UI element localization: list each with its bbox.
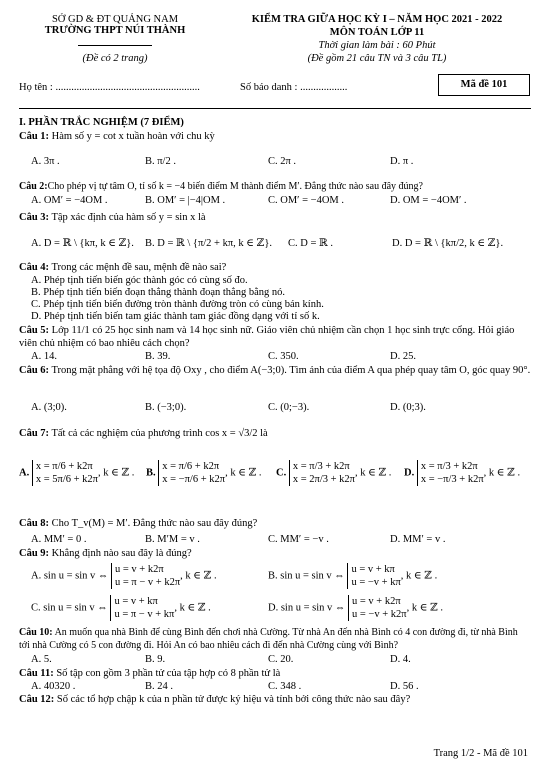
section-heading: I. PHẦN TRẮC NGHIỆM (7 ĐIỂM) bbox=[19, 117, 184, 128]
q7-option-c: C. x = π/3 + k2π x = 2π/3 + k2π, k ∈ ℤ . bbox=[276, 461, 392, 485]
question-text: Cho T_v(M) = M′. Đẳng thức nào sau đây đúng? bbox=[51, 518, 258, 529]
header-rule bbox=[19, 108, 531, 109]
name-field: Họ tên : ....................................................... bbox=[19, 82, 200, 93]
q6-option-a: A. (3;0). bbox=[31, 402, 67, 413]
q2-option-c: C. OM′ = −4OM . bbox=[268, 195, 344, 206]
composition-note: (Đề gồm 21 câu TN và 3 câu TL) bbox=[307, 53, 447, 64]
q11-option-a: A. 40320 . bbox=[31, 681, 76, 692]
question-10 bbox=[19, 626, 531, 652]
q4-option-b: B. Phép tịnh tiến biến đoạn thẳng thành đoạn thẳng bằng nó. bbox=[31, 287, 285, 298]
q5-option-c: C. 350. bbox=[268, 351, 299, 362]
question-text: Số các tổ hợp chập k của n phần tử được ký hiệu và tính bởi công thức nào sau đây? bbox=[56, 694, 411, 705]
q10-option-c: C. 20. bbox=[268, 654, 294, 665]
q4-option-d: D. Phép tịnh tiến biến tam giác thành tam giác đồng dạng với tỉ số k. bbox=[31, 311, 320, 322]
equation-system: u = v + k2π u = −v + k2π bbox=[348, 595, 407, 621]
question-text: Trong mặt phẳng với hệ tọa độ Oxy , cho điểm A(−3;0). Tìm ảnh của điểm A qua phép quay tâm O, góc quay 90°. bbox=[51, 365, 531, 376]
pages-note: (Đề có 2 trang) bbox=[82, 53, 148, 64]
q8-option-c: C. MM′ = −v . bbox=[268, 534, 329, 545]
question-number: Câu 12: bbox=[19, 694, 55, 705]
q4-option-a: A. Phép tịnh tiến biến góc thành góc có cùng số đo. bbox=[31, 275, 248, 286]
school-name: TRƯỜNG THPT NÚI THÀNH bbox=[44, 25, 186, 36]
question-3 bbox=[19, 212, 531, 223]
question-number: Câu 7: bbox=[19, 428, 50, 439]
question-number: Câu 4: bbox=[19, 262, 50, 273]
q3-option-a: A. D = ℝ \ {kπ, k ∈ ℤ}. bbox=[31, 238, 134, 249]
page-footer: Trang 1/2 - Mã đề 101 bbox=[433, 748, 528, 759]
q6-option-b: B. (−3;0). bbox=[145, 402, 187, 413]
q1-option-a: A. 3π . bbox=[31, 156, 60, 167]
equation-system: u = v + kπ u = −v + kπ bbox=[347, 563, 400, 589]
q8-option-a: A. MM′ = 0 . bbox=[31, 534, 87, 545]
q9-option-a: A. sin u = sin v ⇔ u = v + k2π u = π − v + k2π, k ∈ ℤ . bbox=[31, 564, 217, 588]
q6-option-c: C. (0;−3). bbox=[268, 402, 310, 413]
question-number: Câu 1: bbox=[19, 131, 50, 142]
q2-option-a: A. OM′ = −4OM . bbox=[31, 195, 108, 206]
q5-option-d: D. 25. bbox=[390, 351, 416, 362]
q9-option-c: C. sin u = sin v ⇔ u = v + kπ u = π − v + kπ, k ∈ ℤ . bbox=[31, 596, 211, 620]
question-text: Hàm số y = cot x tuần hoàn với chu kỳ bbox=[51, 131, 215, 142]
q4-option-c: C. Phép tịnh tiến biến đường tròn thành đường tròn có cùng bán kính. bbox=[31, 299, 324, 310]
question-text: Lớp 11/1 có 25 học sinh nam và 14 học sinh nữ. Giáo viên chủ nhiệm cần chọn 1 học sinh trực cổng. Hỏi giáo viên chủ nhiệm có bao nhiêu cách chọn? bbox=[19, 325, 515, 349]
equation-system: u = v + k2π u = π − v + k2π bbox=[111, 563, 180, 589]
q9-option-d: D. sin u = sin v ⇔ u = v + k2π u = −v + k2π, k ∈ ℤ . bbox=[268, 596, 444, 620]
question-11 bbox=[19, 668, 531, 679]
question-text: Cho phép vị tự tâm O, tỉ số k = −4 biến điểm M thành điểm M′. Đẳng thức nào sau đây đúng? bbox=[47, 181, 423, 192]
q5-option-b: B. 39. bbox=[145, 351, 171, 362]
exam-title: KIỂM TRA GIỮA HỌC KỲ I – NĂM HỌC 2021 - 2022 bbox=[251, 14, 503, 25]
q3-option-d: D. D = ℝ \ {kπ/2, k ∈ ℤ}. bbox=[392, 238, 504, 249]
q2-option-d: D. OM = −4OM′ . bbox=[390, 195, 467, 206]
question-7 bbox=[19, 428, 531, 439]
q5-option-a: A. 14. bbox=[31, 351, 57, 362]
question-5 bbox=[19, 324, 531, 350]
equation-system: x = π/3 + k2π x = −π/3 + k2π bbox=[417, 460, 484, 486]
equation-system: u = v + kπ u = π − v + kπ bbox=[110, 595, 174, 621]
q2-option-b: B. OM′ = |−4|OM . bbox=[145, 195, 226, 206]
question-number: Câu 2: bbox=[19, 181, 48, 192]
q7-option-d: D. x = π/3 + k2π x = −π/3 + k2π, k ∈ ℤ . bbox=[404, 461, 521, 485]
exam-code-box: Mã đề 101 bbox=[438, 74, 530, 96]
time-limit: Thời gian làm bài : 60 Phút bbox=[318, 40, 436, 51]
header-left bbox=[30, 14, 200, 36]
question-text: Khẳng định nào sau đây là đúng? bbox=[51, 548, 192, 559]
q8-option-b: B. M′M = v . bbox=[145, 534, 200, 545]
question-text: Trong các mệnh đề sau, mệnh đề nào sai? bbox=[51, 262, 227, 273]
q10-option-d: D. 4. bbox=[390, 654, 411, 665]
question-text: Số tập con gồm 3 phần tử của tập hợp có 8 phần tử là bbox=[56, 668, 281, 679]
question-text: Tập xác định của hàm số y = sin x là bbox=[51, 212, 206, 223]
student-id-field: Số báo danh : .................. bbox=[240, 82, 348, 93]
equation-system: x = π/6 + k2π x = −π/6 + k2π bbox=[158, 460, 225, 486]
question-6 bbox=[19, 364, 531, 377]
question-4 bbox=[19, 262, 531, 273]
question-number: Câu 11: bbox=[19, 668, 54, 679]
header-divider bbox=[78, 45, 152, 46]
q1-option-c: C. 2π . bbox=[268, 156, 297, 167]
question-number: Câu 8: bbox=[19, 518, 50, 529]
subject: MÔN TOÁN LỚP 11 bbox=[329, 27, 425, 38]
q11-option-b: B. 24 . bbox=[145, 681, 174, 692]
q10-option-a: A. 5. bbox=[31, 654, 52, 665]
q10-option-b: B. 9. bbox=[145, 654, 166, 665]
question-8 bbox=[19, 518, 531, 529]
q6-option-d: D. (0;3). bbox=[390, 402, 426, 413]
department: SỞ GD & ĐT QUẢNG NAM bbox=[51, 14, 179, 25]
q1-option-d: D. π . bbox=[390, 156, 414, 167]
question-number: Câu 9: bbox=[19, 548, 50, 559]
equation-system: x = π/3 + k2π x = 2π/3 + k2π bbox=[289, 460, 355, 486]
equation-system: x = π/6 + k2π x = 5π/6 + k2π bbox=[32, 460, 98, 486]
q7-option-b: B. x = π/6 + k2π x = −π/6 + k2π, k ∈ ℤ . bbox=[146, 461, 262, 485]
q11-option-d: D. 56 . bbox=[390, 681, 419, 692]
question-text: Tất cả các nghiệm của phương trình cos x = √3/2 là bbox=[51, 428, 268, 439]
q7-option-a: A. x = π/6 + k2π x = 5π/6 + k2π, k ∈ ℤ . bbox=[19, 461, 135, 485]
question-1 bbox=[19, 131, 531, 142]
question-number: Câu 5: bbox=[19, 325, 50, 336]
question-9 bbox=[19, 548, 531, 559]
question-number: Câu 6: bbox=[19, 365, 50, 376]
question-text: An muốn qua nhà Bình để cùng Bình đến chơi nhà Cường. Từ nhà An đến nhà Bình có 4 con đường đi, từ nhà Bình tới nhà Cường có 5 con đường đi. Hỏi An có bao nhiêu cách đi đến nhà Cường cùng với Bình? bbox=[19, 627, 518, 651]
question-number: Câu 3: bbox=[19, 212, 50, 223]
q3-option-b: B. D = ℝ \ {π/2 + kπ, k ∈ ℤ}. bbox=[145, 238, 272, 249]
question-number: Câu 10: bbox=[19, 627, 53, 638]
q1-option-b: B. π/2 . bbox=[145, 156, 176, 167]
q8-option-d: D. MM′ = v . bbox=[390, 534, 446, 545]
question-12 bbox=[19, 694, 531, 705]
q9-option-b: B. sin u = sin v ⇔ u = v + kπ u = −v + kπ, k ∈ ℤ . bbox=[268, 564, 438, 588]
question-2 bbox=[19, 181, 531, 192]
q3-option-c: C. D = ℝ . bbox=[288, 238, 333, 249]
q11-option-c: C. 348 . bbox=[268, 681, 302, 692]
